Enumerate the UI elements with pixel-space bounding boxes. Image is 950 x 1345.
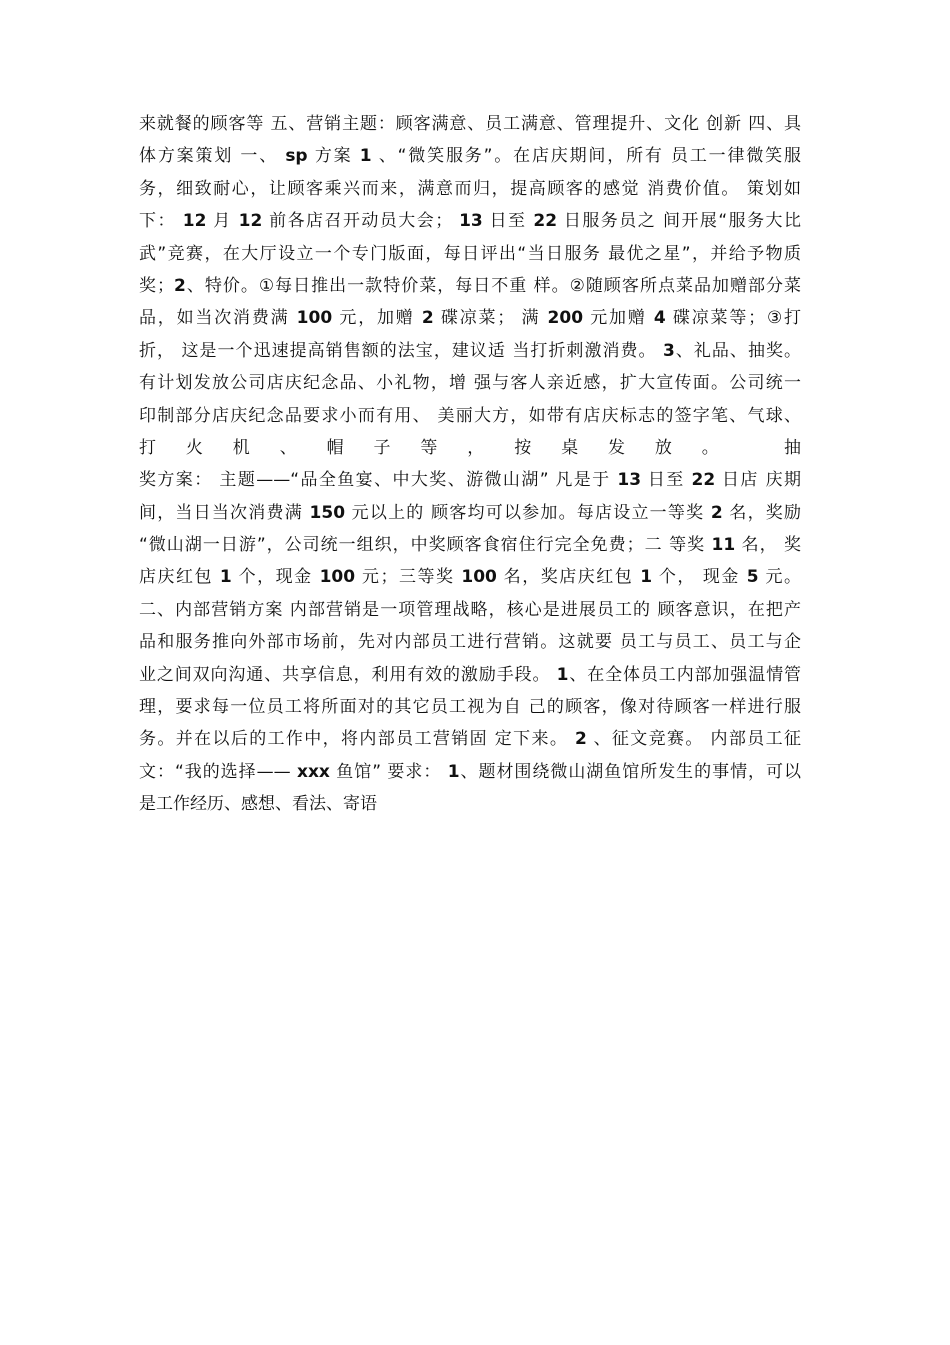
text-line: 店庆红包 1 个，现金 100 元；三等奖 100 名，奖店庆红包 1 个， 现金 5 元。 xyxy=(139,567,801,588)
text-line: 间，当日当次消费满 150 元以上的 顾客均可以参加。每店设立一等奖 2 名，奖励 xyxy=(139,502,801,523)
text-line: 品，如当次消费满 100 元，加赠 2 碟凉菜； 满 200 元加赠 4 碟凉菜等；③打 xyxy=(139,308,801,329)
text-line: 二、内部营销方案 内部营销是一项管理战略，核心是进展员工的 顾客意识，在把产 xyxy=(139,599,801,620)
text-line: 奖；2、特价。①每日推出一款特价菜，每日不重 样。②随顾客所点菜品加赠部分菜 xyxy=(139,275,801,296)
text-line: 务，细致耐心，让顾客乘兴而来，满意而归，提高顾客的感觉 消费价值。 策划如 xyxy=(139,178,801,199)
text-line: 品和服务推向外部市场前，先对内部员工进行营销。这就要 员工与员工、员工与企 xyxy=(139,632,801,653)
text-line: 打火机、帽子等，按桌发放。 抽 xyxy=(139,437,801,458)
text-line: 理，要求每一位员工将所面对的其它员工视为自 己的顾客，像对待顾客一样进行服 xyxy=(139,697,801,718)
text-line: 文：“我的选择—— xxx 鱼馆” 要求： 1、题材围绕微山湖鱼馆所发生的事情，可以 xyxy=(139,761,801,782)
text-line: 武”竞赛，在大厅设立一个专门版面，每日评出“当日服务 最优之星”，并给予物质 xyxy=(139,243,801,264)
text-line: 下： 12 月 12 前各店召开动员大会； 13 日至 22 日服务员之 间开展“服务大比 xyxy=(139,211,801,232)
body-text xyxy=(139,108,801,821)
text-line: 折， 这是一个迅速提高销售额的法宝，建议适 当打折刺激消费。 3、礼品、抽奖。 xyxy=(139,340,801,361)
text-line: 奖方案： 主题——“品全鱼宴、中大奖、游微山湖” 凡是于 13 日至 22 日店 庆期 xyxy=(139,470,801,491)
text-line: 有计划发放公司店庆纪念品、小礼物，增 强与客人亲近感，扩大宣传面。公司统一 xyxy=(139,373,801,394)
text-line: 印制部分店庆纪念品要求小而有用、 美丽大方，如带有店庆标志的签字笔、气球、 xyxy=(139,405,801,426)
text-line: 来就餐的顾客等 五、营销主题：顾客满意、员工满意、管理提升、文化 创新 四、具 xyxy=(139,114,801,134)
text-line: 是工作经历、感想、看法、寄语 xyxy=(139,794,377,815)
text-line: 业之间双向沟通、共享信息，利用有效的激励手段。 1、在全体员工内部加强温情管 xyxy=(139,664,801,685)
text-line: 体方案策划 一、 sp 方案 1 、“微笑服务”。在店庆期间，所有 员工一律微笑服 xyxy=(139,146,801,167)
text-line: 务。并在以后的工作中，将内部员工营销固 定下来。 2 、征文竞赛。 内部员工征 xyxy=(139,729,801,750)
text-line: “微山湖一日游”，公司统一组织，中奖顾客食宿住行完全免费；二 等奖 11 名， 奖 xyxy=(139,535,801,556)
